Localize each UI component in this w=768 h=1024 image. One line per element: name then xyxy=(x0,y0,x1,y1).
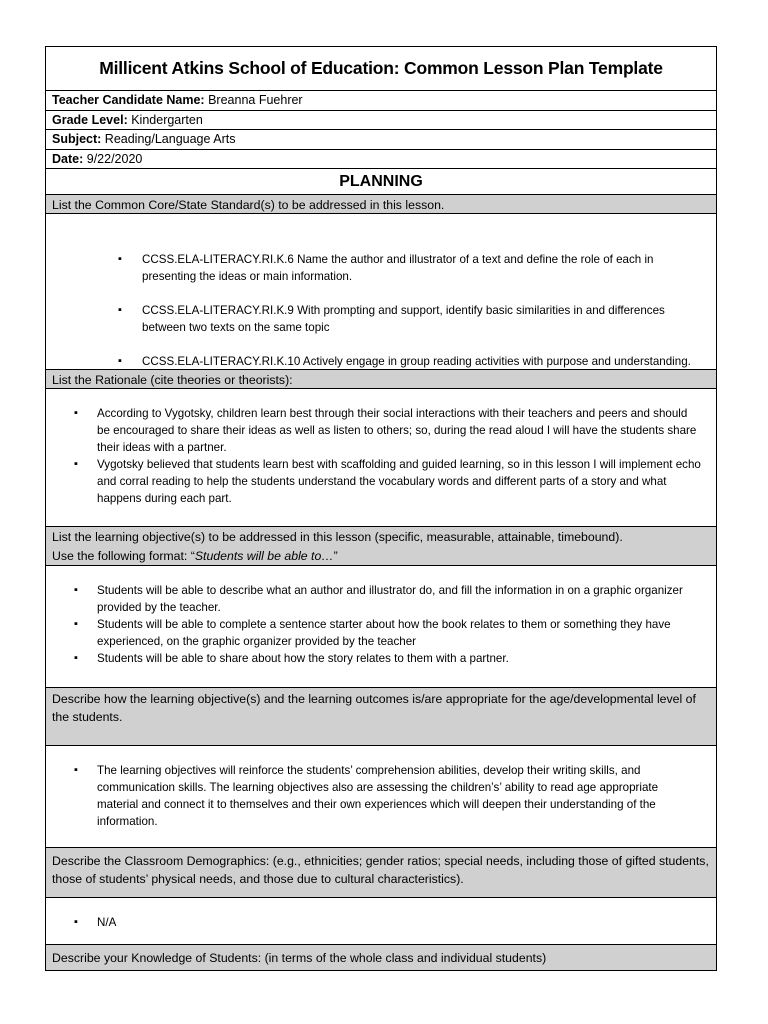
teacher-name-row xyxy=(46,91,716,111)
list-item: ▪ The learning objectives will reinforce the students’ comprehension abilities, develop their writing skills, and communication skills. The learning objectives also are assessing the children’s’ ability to read age appropriate material and connect it to themselves and their own experiences which will deepen their understanding of the information. xyxy=(46,762,716,830)
objectives-list xyxy=(46,582,716,667)
demographics-prompt: Describe the Classroom Demographics: (e.g., ethnicities; gender ratios; special needs, including those of gifted students, those of students’ physical needs, and those due to cultural characteristics). xyxy=(46,848,716,898)
appropriateness-cell xyxy=(46,746,716,848)
list-item: ▪ Vygotsky believed that students learn best with scaffolding and guided learning, so in this lesson I will implement echo and corral reading to help the students understand the vocabulary words and different parts of a story and what happens during each part. xyxy=(46,456,716,507)
demographics-cell xyxy=(46,898,716,945)
standards-cell xyxy=(46,214,716,370)
objectives-prompt-line1: List the learning objective(s) to be addressed in this lesson (specific, measurable, attainable, timebound). xyxy=(52,530,623,544)
standards-list xyxy=(46,251,716,370)
lesson-plan-document xyxy=(45,46,717,971)
list-item: ▪ N/A xyxy=(46,914,716,931)
rationale-prompt: List the Rationale (cite theories or theorists): xyxy=(46,370,716,389)
date-row xyxy=(46,150,716,170)
planning-heading: PLANNING xyxy=(46,169,716,195)
list-item: ▪ Students will be able to describe what an author and illustrator do, and fill the information in on a graphic organizer provided by the teacher. xyxy=(46,582,716,616)
knowledge-prompt: Describe your Knowledge of Students: (in terms of the whole class and individual students) xyxy=(46,945,716,971)
rationale-cell xyxy=(46,389,716,527)
appropriateness-list xyxy=(46,762,716,830)
appropriateness-prompt: Describe how the learning objective(s) and the learning outcomes is/are appropriate for the age/developmental level of the students. xyxy=(46,688,716,746)
standards-prompt: List the Common Core/State Standard(s) to be addressed in this lesson. xyxy=(46,195,716,214)
subject-value: Reading/Language Arts xyxy=(104,132,236,146)
subject-row xyxy=(46,130,716,150)
date-label: Date: xyxy=(52,151,84,166)
list-item: ▪ According to Vygotsky, children learn best through their social interactions with their teachers and peers and should be encouraged to share their ideas as well as listen to others; so, during the read aloud I will have the students share their ideas with a partner. xyxy=(46,405,716,456)
objectives-prompt-line2 xyxy=(52,547,710,566)
list-item: ▪ Students will be able to complete a sentence starter about how the book relates to them or something they have experienced, on the graphic organizer provided by the teacher xyxy=(46,616,716,650)
objectives-prompt-close: ” xyxy=(333,548,338,563)
objectives-cell xyxy=(46,566,716,688)
document-title: Millicent Atkins School of Education: Common Lesson Plan Template xyxy=(46,47,716,91)
teacher-name-value: Breanna Fuehrer xyxy=(208,93,303,107)
grade-level-value: Kindergarten xyxy=(131,112,203,127)
rationale-list xyxy=(46,405,716,507)
subject-label: Subject: xyxy=(52,132,102,146)
objectives-prompt-format: Students will be able to… xyxy=(194,548,334,563)
grade-level-row xyxy=(46,111,716,131)
teacher-name-label: Teacher Candidate Name: xyxy=(52,93,205,107)
demographics-list xyxy=(46,914,716,931)
list-item: ▪ CCSS.ELA-LITERACY.RI.K.9 With prompting and support, identify basic similarities in and differences between two texts on the same topic xyxy=(46,302,716,336)
grade-level-label: Grade Level: xyxy=(52,112,128,127)
list-item: ▪ Students will be able to share about how the story relates to them with a partner. xyxy=(46,650,716,667)
list-item: ▪ CCSS.ELA-LITERACY.RI.K.10 Actively engage in group reading activities with purpose and understanding. xyxy=(46,353,716,370)
objectives-prompt xyxy=(46,527,716,566)
objectives-prompt-prefix: Use the following format: “ xyxy=(52,548,195,563)
date-value: 9/22/2020 xyxy=(86,151,143,166)
list-item: ▪ CCSS.ELA-LITERACY.RI.K.6 Name the author and illustrator of a text and define the role of each in presenting the ideas or main information. xyxy=(46,251,716,285)
